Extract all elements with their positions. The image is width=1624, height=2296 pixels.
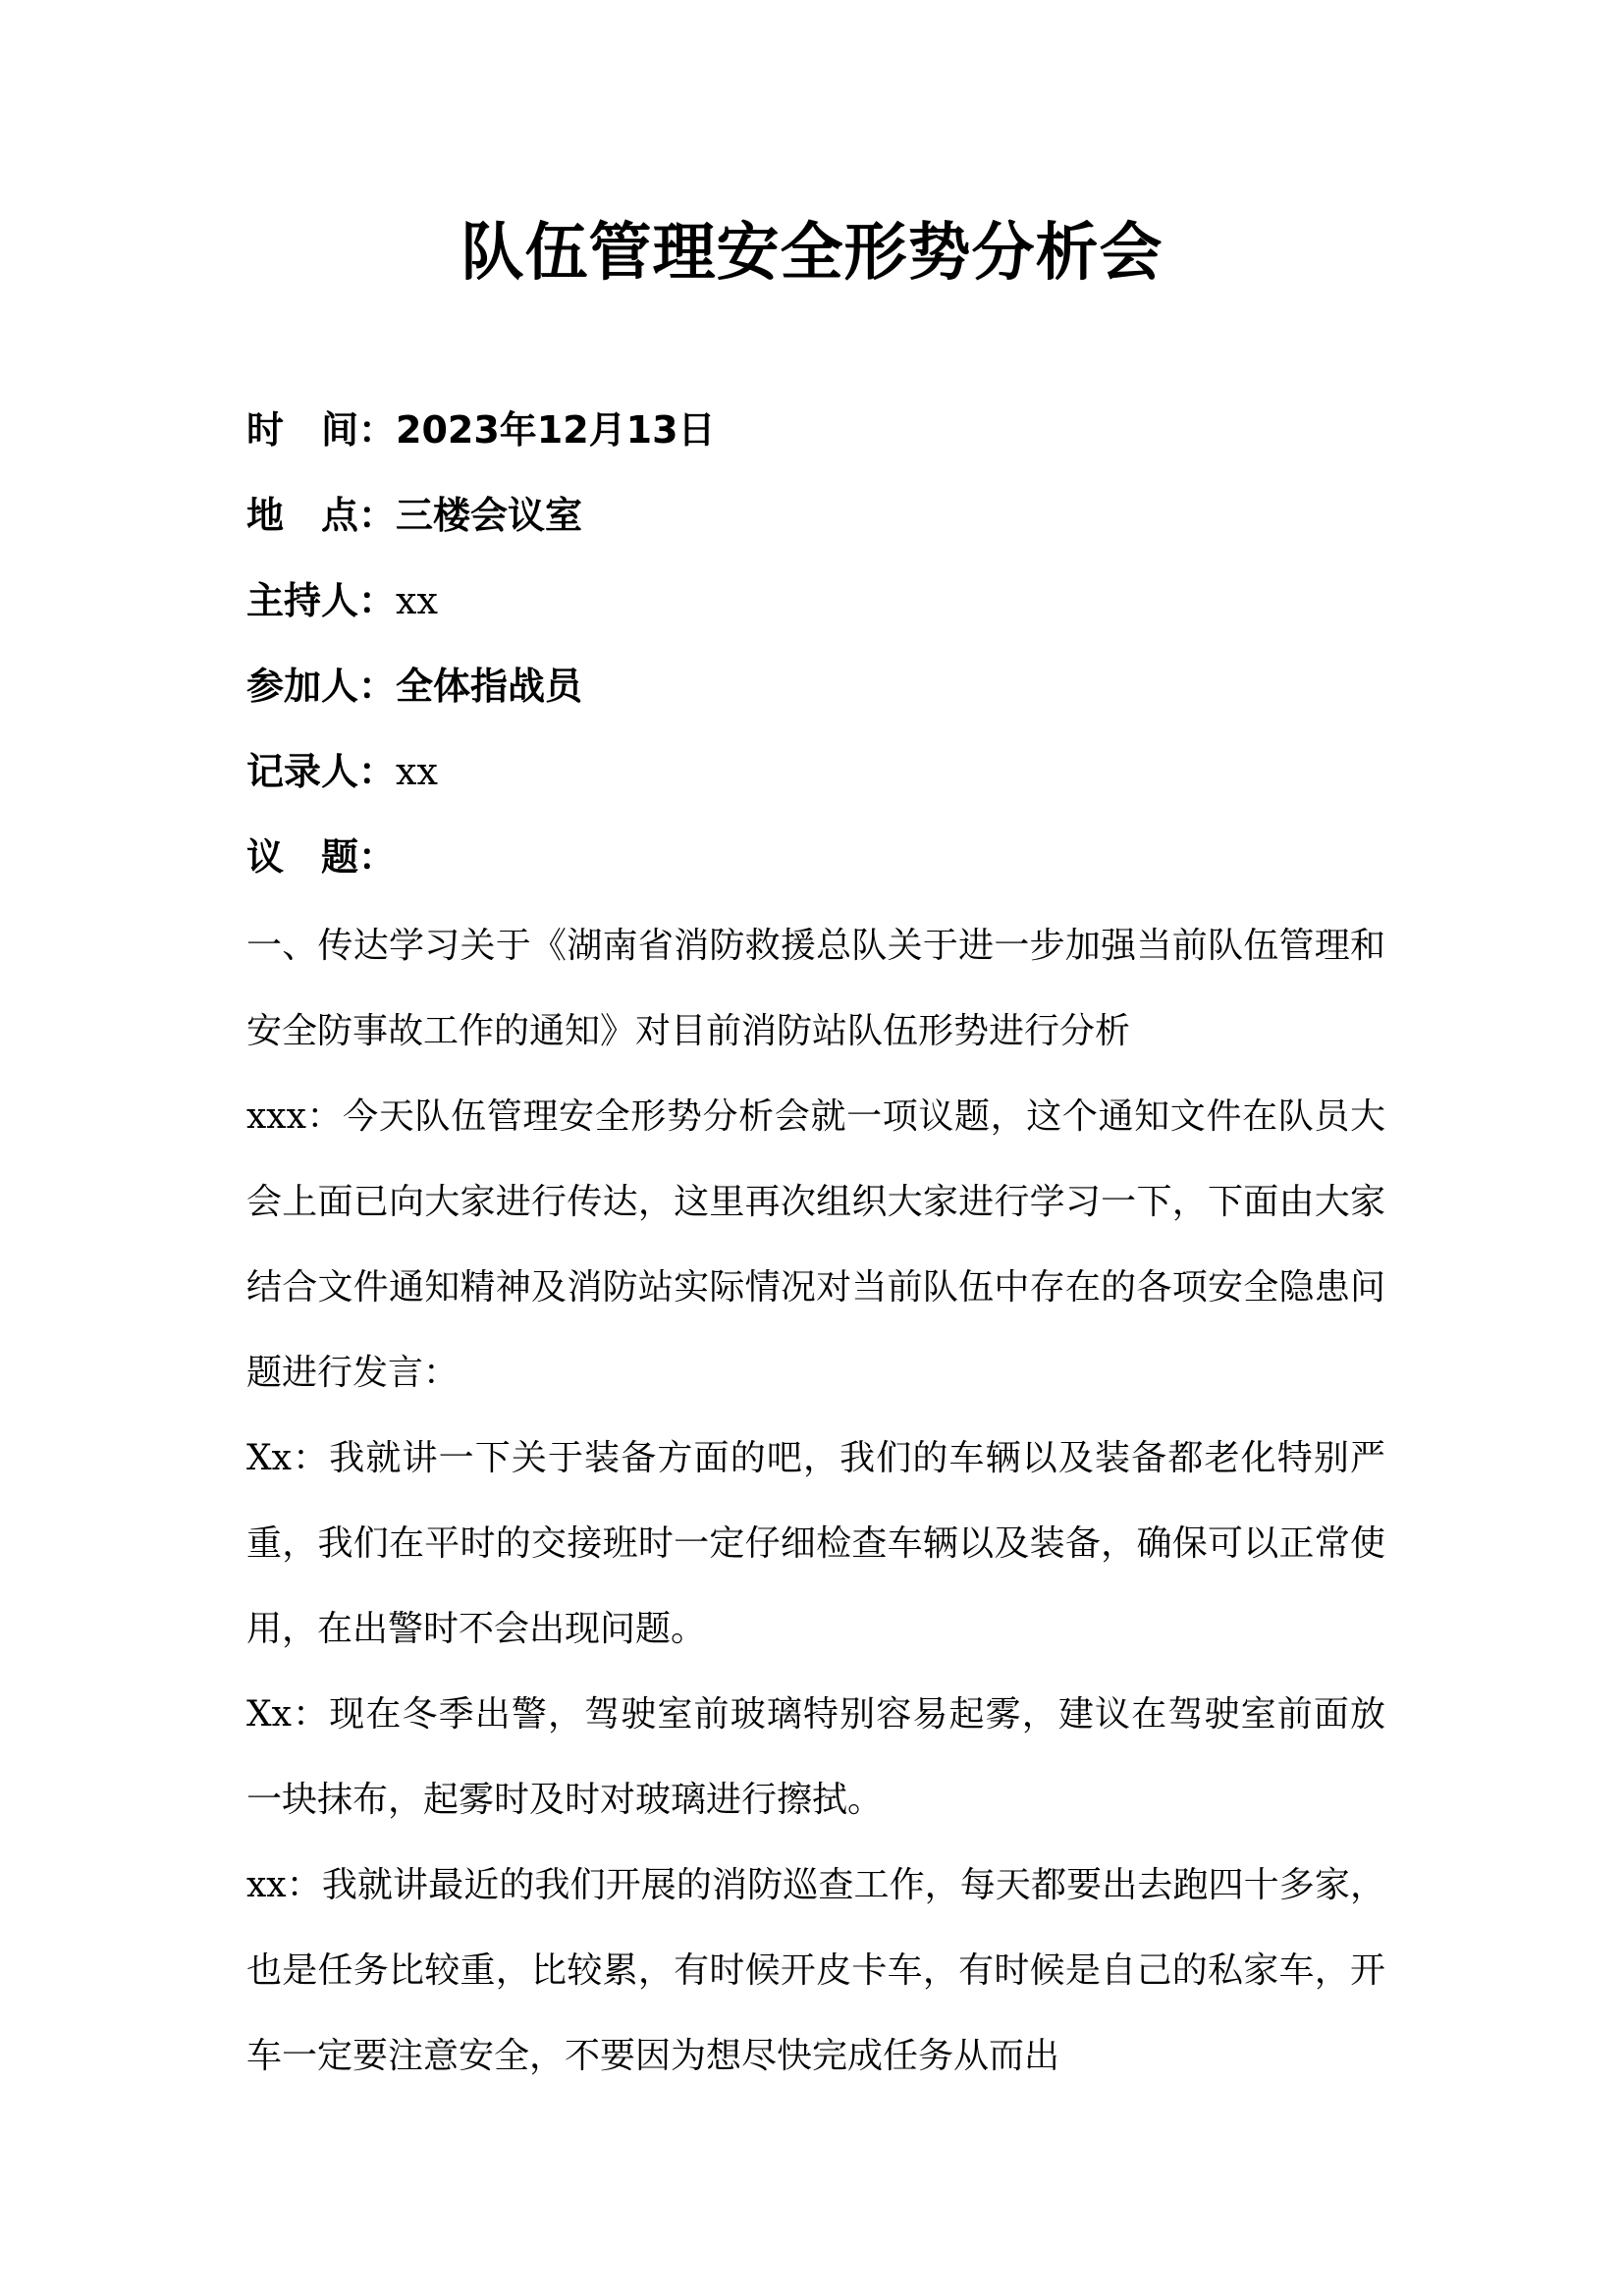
meeting-location-value: 三楼会议室 [396,494,583,537]
document-body [246,903,1385,2099]
meeting-host-label: 主持人： [246,579,397,622]
meeting-participants-label: 参加人： [246,665,397,708]
meeting-recorder-value: xx [396,750,438,793]
paragraph-agenda: 一、传达学习关于《湖南省消防救援总队关于进一步加强当前队伍管理和安全防事故工作的通知》对目前消防站队伍形势进行分析 [246,926,1385,1051]
meeting-recorder-label: 记录人： [246,750,397,793]
document-title: 队伍管理安全形势分析会 [460,217,1164,290]
meeting-recorder-row [246,742,1385,828]
paragraph-patrol-remarks: xx：我就讲最近的我们开展的消防巡查工作，每天都要出去跑四十多家，也是任务比较重，比较累，有时候开皮卡车，有时候是自己的私家车，开车一定要注意安全，不要因为想尽快完成任务从而出 [246,1865,1385,2076]
meeting-topic-row [246,828,1385,913]
meeting-time-row [246,400,1385,486]
meeting-location-label: 地 点： [246,494,397,537]
meeting-location-row [246,486,1385,571]
meeting-host-value: xx [396,579,438,622]
meeting-topic-label: 议 题： [246,835,397,879]
meeting-host-row [246,571,1385,657]
paragraph-opening-remarks: xxx：今天队伍管理安全形势分析会就一项议题，这个通知文件在队员大会上面已向大家进行传达，这里再次组织大家进行学习一下，下面由大家结合文件通知精神及消防站实际情况对当前队伍中存在的各项安全隐患问题进行发言： [246,1096,1385,1393]
meeting-time-value: 2023年12月13日 [396,408,716,452]
meeting-time-label: 时 间： [246,408,397,452]
paragraph-winter-remarks: Xx：现在冬季出警，驾驶室前玻璃特别容易起雾，建议在驾驶室前面放一块抹布，起雾时及时对玻璃进行擦拭。 [246,1694,1385,1820]
meeting-participants-value: 全体指战员 [396,665,583,708]
meeting-participants-row [246,657,1385,742]
paragraph-equipment-remarks: Xx：我就讲一下关于装备方面的吧，我们的车辆以及装备都老化特别严重，我们在平时的交接班时一定仔细检查车辆以及装备，确保可以正常使用，在出警时不会出现问题。 [246,1438,1385,1649]
meeting-info [246,400,1385,913]
